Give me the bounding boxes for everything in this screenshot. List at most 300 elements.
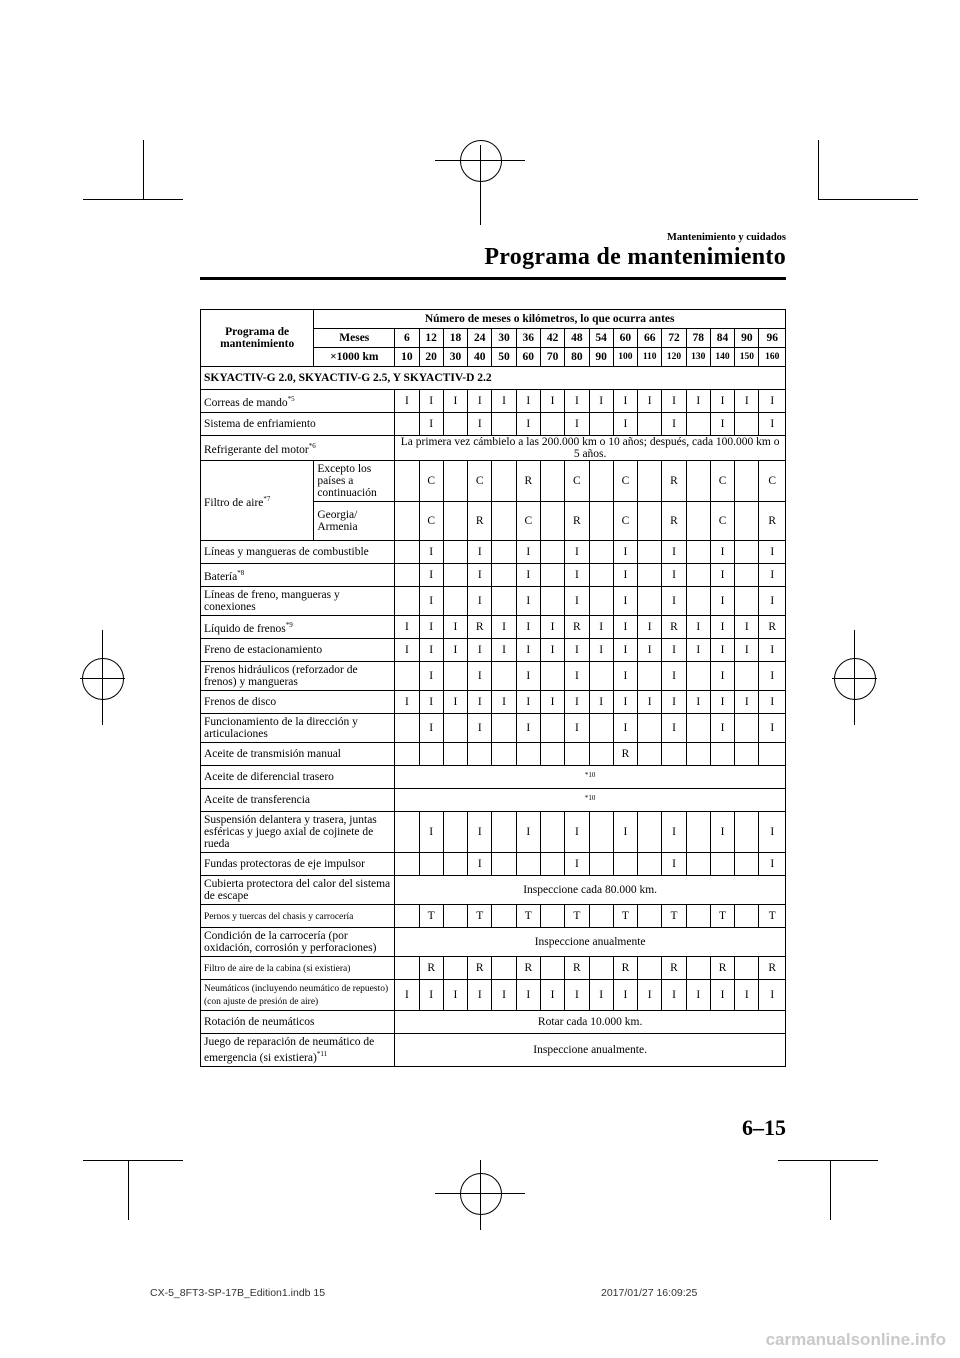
schedule-cell (710, 743, 734, 766)
schedule-cell: I (492, 616, 516, 639)
schedule-cell: C (710, 502, 734, 541)
schedule-cell: T (468, 905, 492, 928)
schedule-cell (589, 413, 613, 436)
schedule-cell (395, 662, 419, 691)
schedule-cell (540, 541, 564, 564)
schedule-cell: I (710, 413, 734, 436)
schedule-cell (589, 502, 613, 541)
maintenance-table (200, 309, 786, 1067)
item-label-text: Aceite de transferencia (204, 794, 310, 806)
schedule-cell: I (516, 616, 540, 639)
schedule-cell: I (443, 390, 467, 413)
schedule-cell: R (516, 461, 540, 502)
schedule-cell (686, 502, 710, 541)
schedule-cell: I (516, 587, 540, 616)
month-header-cell: 96 (759, 329, 786, 348)
km-header-cell: 100 (613, 348, 637, 367)
schedule-cell (443, 714, 467, 743)
schedule-cell: T (759, 905, 786, 928)
schedule-cell (589, 957, 613, 980)
item-label-text: Juego de reparación de neumático de emergencia (si existiera) (204, 1036, 375, 1064)
schedule-cell (492, 957, 516, 980)
schedule-cell (638, 662, 662, 691)
month-header-cell: 54 (589, 329, 613, 348)
table-row (201, 662, 786, 691)
schedule-cell: I (638, 616, 662, 639)
month-header-cell: 72 (662, 329, 686, 348)
schedule-cell (395, 957, 419, 980)
schedule-cell: I (686, 691, 710, 714)
table-row (201, 413, 786, 436)
km-header-cell: 130 (686, 348, 710, 367)
schedule-cell: I (419, 714, 443, 743)
table-row (201, 587, 786, 616)
item-label-text: Pernos y tuercas del chasis y carrocería (204, 911, 354, 922)
schedule-cell (589, 743, 613, 766)
schedule-cell: I (516, 662, 540, 691)
schedule-cell: I (468, 714, 492, 743)
schedule-cell (735, 541, 759, 564)
item-label (201, 390, 395, 413)
span-text: La primera vez cámbielo a las 200.000 km o 10 años; después, cada 100.000 km o 5 años. (395, 436, 786, 461)
schedule-cell (443, 564, 467, 587)
schedule-cell: T (516, 905, 540, 928)
schedule-cell: I (419, 587, 443, 616)
schedule-cell: I (662, 564, 686, 587)
schedule-cell (443, 957, 467, 980)
schedule-cell: I (516, 714, 540, 743)
schedule-cell (735, 714, 759, 743)
schedule-cell (395, 461, 419, 502)
schedule-cell: I (516, 564, 540, 587)
item-label-text: Condición de la carrocería (por oxidación, corrosión y perforaciones) (204, 930, 377, 954)
schedule-cell: I (710, 564, 734, 587)
schedule-cell (540, 502, 564, 541)
table-row (201, 853, 786, 876)
schedule-cell: R (613, 957, 637, 980)
sub-label: Georgia/ Armenia (314, 502, 395, 541)
schedule-cell: I (686, 616, 710, 639)
km-header-cell: 30 (443, 348, 467, 367)
footnote-ref: *5 (287, 395, 295, 404)
item-label (201, 905, 395, 928)
month-header-cell: 18 (443, 329, 467, 348)
schedule-cell: I (468, 413, 492, 436)
schedule-cell (686, 413, 710, 436)
schedule-cell: I (565, 691, 589, 714)
schedule-cell (686, 812, 710, 853)
item-label-text: Frenos de disco (204, 696, 277, 708)
month-header-cell: 30 (492, 329, 516, 348)
schedule-cell: I (759, 390, 786, 413)
km-label: ×1000 km (314, 348, 395, 367)
schedule-cell: I (565, 853, 589, 876)
schedule-cell: I (759, 691, 786, 714)
schedule-cell (686, 905, 710, 928)
schedule-cell: I (613, 616, 637, 639)
item-label-text: Batería (204, 570, 238, 583)
footnote-ref: *11 (316, 1050, 328, 1058)
item-label (201, 812, 395, 853)
schedule-cell: I (735, 980, 759, 1011)
month-header-cell: 6 (395, 329, 419, 348)
schedule-cell: I (419, 812, 443, 853)
schedule-cell (443, 812, 467, 853)
schedule-cell: I (735, 639, 759, 662)
item-label-text: Líneas de freno, mangueras y conexiones (204, 589, 340, 613)
item-label-text: Cubierta protectora del calor del sistema de escape (204, 878, 391, 902)
table-row (201, 541, 786, 564)
month-header-cell: 78 (686, 329, 710, 348)
schedule-cell: R (662, 461, 686, 502)
schedule-cell: C (613, 461, 637, 502)
month-header-cell: 42 (540, 329, 564, 348)
schedule-cell (540, 812, 564, 853)
schedule-cell: I (735, 691, 759, 714)
schedule-cell: I (565, 564, 589, 587)
item-label (201, 766, 395, 789)
schedule-cell: R (468, 957, 492, 980)
schedule-cell: I (638, 980, 662, 1011)
table-row (201, 980, 786, 1011)
item-label (201, 928, 395, 957)
item-label-text: Correas de mando (204, 396, 288, 409)
schedule-cell: C (613, 502, 637, 541)
km-header-cell: 90 (589, 348, 613, 367)
schedule-cell: I (468, 587, 492, 616)
schedule-cell (735, 564, 759, 587)
schedule-cell: I (565, 587, 589, 616)
schedule-cell (735, 743, 759, 766)
schedule-cell (443, 662, 467, 691)
schedule-cell: I (613, 413, 637, 436)
schedule-cell: I (662, 662, 686, 691)
schedule-cell: I (613, 639, 637, 662)
schedule-cell: I (540, 691, 564, 714)
table-row (201, 1011, 786, 1034)
schedule-cell: R (662, 957, 686, 980)
schedule-cell: R (662, 502, 686, 541)
schedule-cell (589, 905, 613, 928)
schedule-cell (589, 812, 613, 853)
schedule-cell: I (419, 390, 443, 413)
schedule-cell: I (662, 390, 686, 413)
schedule-cell: I (468, 541, 492, 564)
schedule-cell: I (540, 639, 564, 662)
schedule-cell: I (613, 714, 637, 743)
schedule-cell (395, 564, 419, 587)
schedule-cell: I (710, 587, 734, 616)
schedule-cell (638, 957, 662, 980)
schedule-cell: I (710, 639, 734, 662)
schedule-cell (686, 564, 710, 587)
item-label-text: Filtro de aire de la cabina (si existiera) (204, 963, 351, 974)
schedule-cell (395, 413, 419, 436)
schedule-cell (468, 743, 492, 766)
schedule-cell: I (419, 639, 443, 662)
item-label-text: Filtro de aire (204, 496, 264, 509)
schedule-cell (492, 541, 516, 564)
schedule-cell: I (613, 980, 637, 1011)
table-row (201, 876, 786, 905)
schedule-cell: I (395, 390, 419, 413)
schedule-cell (492, 714, 516, 743)
schedule-cell (419, 743, 443, 766)
item-label (201, 564, 395, 587)
schedule-cell: R (516, 957, 540, 980)
schedule-cell (638, 812, 662, 853)
schedule-cell (589, 662, 613, 691)
schedule-cell: I (443, 980, 467, 1011)
schedule-cell (540, 905, 564, 928)
item-label (201, 853, 395, 876)
table-row (201, 743, 786, 766)
schedule-cell: T (419, 905, 443, 928)
item-label-text: Sistema de enfriamiento (204, 418, 316, 430)
schedule-cell (735, 853, 759, 876)
table-row (201, 714, 786, 743)
table-row (201, 766, 786, 789)
schedule-cell: I (468, 853, 492, 876)
km-header-cell: 150 (735, 348, 759, 367)
schedule-cell (638, 853, 662, 876)
schedule-cell: I (759, 413, 786, 436)
footnote-ref: *10 (584, 794, 596, 803)
schedule-cell (443, 905, 467, 928)
schedule-cell: I (710, 691, 734, 714)
schedule-cell: R (565, 616, 589, 639)
schedule-cell: I (395, 639, 419, 662)
km-header-cell: 160 (759, 348, 786, 367)
schedule-cell: I (468, 662, 492, 691)
footer-file: CX-5_8FT3-SP-17B_Edition1.indb 15 (150, 1287, 326, 1299)
schedule-cell: C (419, 461, 443, 502)
item-label (201, 587, 395, 616)
schedule-cell (395, 853, 419, 876)
item-label (201, 639, 395, 662)
schedule-cell: I (710, 714, 734, 743)
schedule-cell (443, 743, 467, 766)
schedule-cell (492, 413, 516, 436)
item-label (201, 957, 395, 980)
schedule-cell (395, 905, 419, 928)
item-label-text: Freno de estacionamiento (204, 644, 323, 656)
corner-label: Programa de mantenimiento (201, 310, 314, 367)
schedule-cell: C (759, 461, 786, 502)
schedule-cell (686, 853, 710, 876)
schedule-cell: I (589, 390, 613, 413)
month-header-cell: 60 (613, 329, 637, 348)
watermark: carmanualsonline.info (765, 1330, 946, 1349)
schedule-cell: R (565, 502, 589, 541)
schedule-cell (492, 461, 516, 502)
km-header-cell: 120 (662, 348, 686, 367)
span-text: Rotar cada 10.000 km. (395, 1011, 786, 1034)
schedule-cell (395, 541, 419, 564)
schedule-cell (613, 853, 637, 876)
km-header-cell: 140 (710, 348, 734, 367)
footnote-ref: *9 (285, 621, 293, 630)
schedule-cell: I (613, 587, 637, 616)
schedule-cell: I (759, 639, 786, 662)
months-label: Meses (314, 329, 395, 348)
span-text: Inspeccione anualmente. (395, 1034, 786, 1067)
footnote-ref: *10 (584, 771, 596, 780)
schedule-cell: C (468, 461, 492, 502)
schedule-cell: I (589, 639, 613, 662)
item-label-text: Fundas protectoras de eje impulsor (204, 858, 365, 870)
km-header-cell: 80 (565, 348, 589, 367)
table-row (201, 928, 786, 957)
schedule-cell: I (686, 390, 710, 413)
header-row-top (201, 310, 786, 329)
section-row (201, 367, 786, 390)
schedule-cell (492, 564, 516, 587)
schedule-cell: I (516, 812, 540, 853)
item-label-text: Aceite de diferencial trasero (204, 771, 334, 783)
schedule-cell (638, 714, 662, 743)
schedule-cell: C (419, 502, 443, 541)
schedule-cell: I (468, 564, 492, 587)
schedule-cell (443, 461, 467, 502)
item-label (201, 789, 395, 812)
schedule-cell (638, 905, 662, 928)
schedule-cell: T (613, 905, 637, 928)
schedule-cell: I (419, 980, 443, 1011)
schedule-cell (735, 413, 759, 436)
schedule-cell: R (419, 957, 443, 980)
km-header-cell: 60 (516, 348, 540, 367)
schedule-cell (395, 812, 419, 853)
km-header-cell: 40 (468, 348, 492, 367)
schedule-cell: T (662, 905, 686, 928)
schedule-cell: I (492, 691, 516, 714)
schedule-cell (540, 587, 564, 616)
schedule-cell: I (395, 691, 419, 714)
schedule-cell: I (759, 980, 786, 1011)
schedule-cell (492, 905, 516, 928)
schedule-cell: I (662, 413, 686, 436)
schedule-cell: I (710, 662, 734, 691)
item-label-text: Aceite de transmisión manual (204, 748, 342, 760)
schedule-cell (589, 853, 613, 876)
table-row (201, 616, 786, 639)
item-label (201, 662, 395, 691)
table-row (201, 639, 786, 662)
item-label-text: Refrigerante del motor (204, 443, 309, 456)
month-header-cell: 24 (468, 329, 492, 348)
schedule-cell: I (613, 662, 637, 691)
schedule-cell: I (662, 639, 686, 662)
schedule-cell (735, 957, 759, 980)
schedule-cell: I (662, 714, 686, 743)
schedule-cell (638, 564, 662, 587)
table-row (201, 812, 786, 853)
schedule-cell (492, 853, 516, 876)
schedule-cell: R (759, 616, 786, 639)
schedule-cell (492, 587, 516, 616)
item-label (201, 436, 395, 461)
month-header-cell: 66 (638, 329, 662, 348)
schedule-cell: I (565, 714, 589, 743)
schedule-cell: I (759, 541, 786, 564)
item-label (201, 714, 395, 743)
schedule-cell: I (516, 390, 540, 413)
schedule-cell (443, 541, 467, 564)
schedule-cell (735, 502, 759, 541)
month-header-cell: 84 (710, 329, 734, 348)
schedule-cell: I (662, 853, 686, 876)
schedule-cell (638, 587, 662, 616)
schedule-cell (638, 461, 662, 502)
schedule-cell (589, 564, 613, 587)
schedule-cell (759, 743, 786, 766)
item-label (201, 461, 314, 541)
schedule-cell (540, 564, 564, 587)
schedule-cell: I (710, 541, 734, 564)
schedule-cell: I (395, 980, 419, 1011)
schedule-cell: R (468, 502, 492, 541)
schedule-cell: C (710, 461, 734, 502)
schedule-cell: I (419, 616, 443, 639)
footer-timestamp: 2017/01/27 16:09:25 (601, 1287, 698, 1299)
schedule-cell (540, 461, 564, 502)
schedule-cell: R (759, 502, 786, 541)
schedule-cell: I (710, 616, 734, 639)
schedule-cell (686, 957, 710, 980)
schedule-cell (492, 502, 516, 541)
schedule-cell: I (516, 541, 540, 564)
schedule-cell: I (759, 812, 786, 853)
schedule-cell: I (565, 541, 589, 564)
schedule-cell: I (565, 390, 589, 413)
item-label-text: Rotación de neumáticos (204, 1016, 315, 1028)
schedule-cell (638, 743, 662, 766)
schedule-cell (735, 812, 759, 853)
footnote-ref: *6 (308, 442, 316, 451)
table-row (201, 691, 786, 714)
month-header-cell: 12 (419, 329, 443, 348)
schedule-cell: I (468, 691, 492, 714)
schedule-cell (638, 413, 662, 436)
schedule-cell (686, 461, 710, 502)
item-label-text: Suspensión delantera y trasera, juntas esféricas y juego axial de cojinete de rueda (204, 814, 377, 850)
schedule-cell (589, 714, 613, 743)
schedule-cell (686, 587, 710, 616)
schedule-cell: R (565, 957, 589, 980)
schedule-cell: I (686, 639, 710, 662)
schedule-cell: R (759, 957, 786, 980)
schedule-cell: I (710, 390, 734, 413)
schedule-cell: I (565, 980, 589, 1011)
km-header-cell: 70 (540, 348, 564, 367)
span-footnote-cell (395, 789, 786, 812)
schedule-cell (540, 957, 564, 980)
schedule-cell: I (443, 616, 467, 639)
schedule-cell (686, 714, 710, 743)
schedule-cell (589, 541, 613, 564)
schedule-cell: I (468, 639, 492, 662)
schedule-cell (540, 662, 564, 691)
table-row (201, 1034, 786, 1067)
schedule-cell: I (662, 587, 686, 616)
schedule-cell: C (565, 461, 589, 502)
schedule-cell (419, 853, 443, 876)
schedule-cell: I (540, 390, 564, 413)
footnote-ref: *8 (237, 569, 245, 578)
table-row (201, 390, 786, 413)
schedule-cell: I (468, 980, 492, 1011)
